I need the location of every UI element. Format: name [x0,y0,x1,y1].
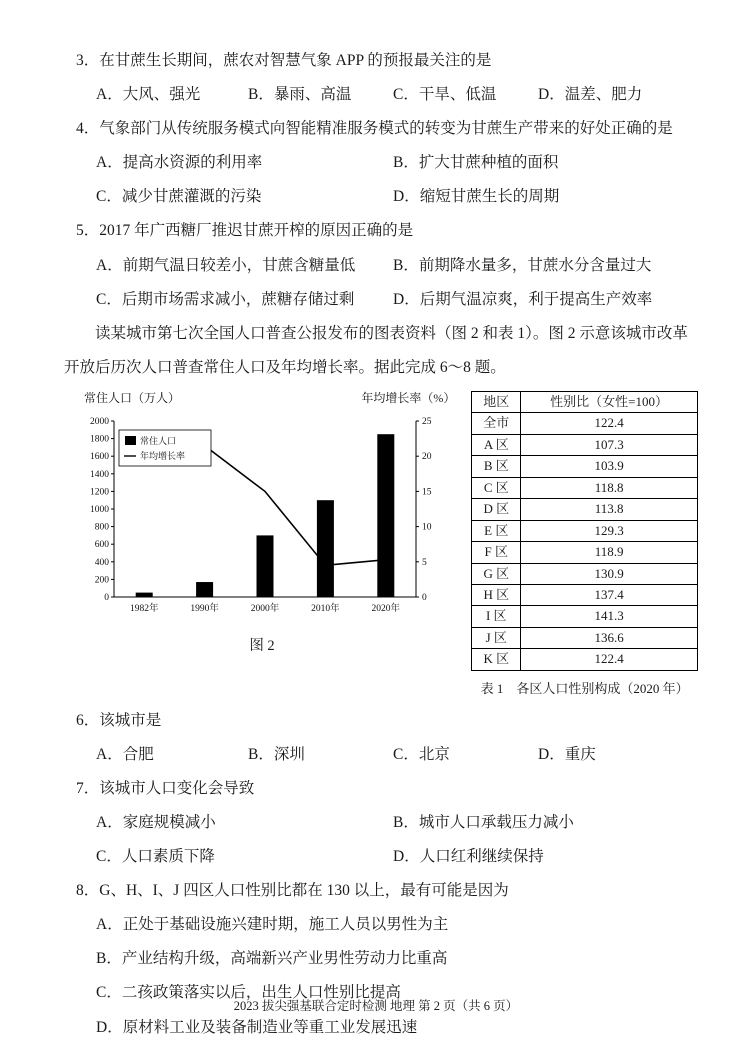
svg-text:0: 0 [422,592,427,603]
page-footer: 2023 拔尖强基联合定时检测 地理 第 2 页（共 6 页） [233,999,519,1013]
question-3-option-B: B．暴雨、高温 [248,86,352,104]
question-3-option-D: D．温差、肥力 [538,86,643,104]
svg-text:1800: 1800 [90,434,109,445]
svg-text:2000年: 2000年 [250,603,280,614]
svg-text:400: 400 [94,557,109,568]
question-4-stem: 4．气象部门从传统服务模式向智能精准服务模式的转变为甘蔗生产带来的好处正确的是 [76,120,673,138]
table-cell-region: B 区 [472,456,521,477]
table-cell-ratio: 113.8 [521,499,698,520]
table-cell-ratio: 118.9 [521,542,698,563]
question-7-option-B: B．城市人口承载压力减小 [393,814,574,831]
table1-block [471,391,698,698]
question-8-options [64,908,698,1044]
figure-row [70,389,698,698]
table-row-2 [472,456,698,477]
table-row-9 [472,606,698,627]
questions-bottom-section [64,704,698,1045]
svg-text:25: 25 [422,416,432,427]
question-3-options [64,78,698,112]
question-3-stem: 3．在甘蔗生长期间，蔗农对智慧气象 APP 的预报最关注的是 [76,52,492,69]
table-header-ratio: 性别比（女性=100） [521,391,698,412]
table-row-11 [472,649,698,670]
question-7-options [64,806,698,874]
table-cell-region: 全市 [472,413,521,434]
question-7-option-D: D．人口红利继续保持 [393,848,544,866]
svg-text:2010年: 2010年 [311,603,340,614]
question-3-option-C: C．干旱、低温 [393,86,497,104]
svg-text:20: 20 [422,451,432,462]
table-row-8 [472,585,698,606]
question-6 [64,704,698,772]
question-7-option-C: C．人口素质下降 [96,848,215,866]
table-cell-ratio: 103.9 [521,456,698,477]
right-axis-title: 年均增长率（%） [361,390,456,405]
passage-paragraph: 读某城市第七次全国人口普查公报发布的图表资料（图 2 和表 1）。图 2 示意该城市改革开放后历次人口普查常住人口及年均增长率。据此完成 6～8 题。 [64,324,688,376]
table-cell-region: H 区 [472,585,521,606]
svg-text:15: 15 [422,486,432,497]
question-6-option-D: D．重庆 [538,745,596,763]
table-cell-region: E 区 [472,520,521,541]
svg-text:1400: 1400 [90,469,109,480]
population-growth-chart [70,409,454,625]
table-cell-ratio: 141.3 [521,606,698,627]
svg-text:1600: 1600 [90,451,109,462]
figure2-chart-block [70,389,457,656]
table-cell-region: J 区 [472,627,521,648]
svg-text:2000: 2000 [90,416,109,427]
question-7-option-A: A．家庭规模减小 [96,814,216,831]
table-cell-ratio: 137.4 [521,585,698,606]
question-4-options [64,146,698,214]
question-4-option-C: C．减少甘蔗灌溉的污染 [96,188,262,206]
question-5-option-D: D．后期气温凉爽，利于提高生产效率 [393,290,653,308]
table-row-4 [472,499,698,520]
left-axis-title: 常住人口（万人） [84,390,181,405]
table-cell-region: A 区 [472,434,521,455]
question-5-option-B: B．前期降水量多，甘蔗水分含量过大 [393,256,652,274]
table-cell-region: K 区 [472,649,521,670]
svg-text:1990年: 1990年 [190,603,219,614]
svg-text:5: 5 [422,557,427,568]
figure2-caption: 图 2 [249,637,275,654]
table-cell-region: F 区 [472,542,521,563]
svg-text:0: 0 [104,592,109,603]
question-4-option-B: B．扩大甘蔗种植的面积 [393,154,559,172]
question-8-option-C: C．二孩政策落实以后，出生人口性别比提高 [96,984,401,1002]
question-8-option-B: B．产业结构升级，高端新兴产业男性劳动力比重高 [96,950,448,968]
question-5-stem: 5．2017 年广西糖厂推迟甘蔗开榨的原因正确的是 [76,222,414,240]
questions-top-section [64,44,698,317]
question-8-option-A: A．正处于基础设施兴建时期，施工人员以男性为主 [96,916,449,934]
table-cell-region: G 区 [472,563,521,584]
question-4 [64,112,698,214]
table-row-10 [472,627,698,648]
question-8-option-D: D．原材料工业及装备制造业等重工业发展迅速 [96,1018,418,1036]
svg-text:600: 600 [94,539,109,550]
question-5-option-A: A．前期气温日较差小，甘蔗含糖量低 [96,256,356,274]
table-cell-ratio: 122.4 [521,413,698,434]
svg-text:800: 800 [94,522,109,533]
svg-text:2020年: 2020年 [371,603,401,614]
table-cell-ratio: 118.8 [521,477,698,498]
table-row-6 [472,542,698,563]
table-cell-ratio: 136.6 [521,627,698,648]
svg-text:10: 10 [422,522,432,533]
question-6-options [64,738,698,772]
question-6-option-B: B．深圳 [248,745,305,763]
question-4-option-D: D．缩短甘蔗生长的周期 [393,188,560,206]
table1-caption: 表 1 各区人口性别构成（2020 年） [480,680,689,696]
svg-text:1200: 1200 [90,486,109,497]
question-6-option-A: A．合肥 [96,745,154,763]
table-cell-region: D 区 [472,499,521,520]
table-header-region: 地区 [472,391,521,412]
table-row-7 [472,563,698,584]
table-cell-ratio: 122.4 [521,649,698,670]
table-cell-ratio: 107.3 [521,434,698,455]
question-8-stem: 8．G、H、I、J 四区人口性别比都在 130 以上，最有可能是因为 [76,882,509,900]
question-7-stem: 7．该城市人口变化会导致 [76,779,255,797]
table-row-1 [472,434,698,455]
question-5-option-C: C．后期市场需求减小，蔗糖存储过剩 [96,290,355,308]
table-header-row [472,391,698,412]
question-8 [64,874,698,1044]
question-6-option-C: C．北京 [393,745,450,763]
sex-ratio-table [471,391,698,671]
question-3 [64,44,698,112]
table-cell-ratio: 130.9 [521,563,698,584]
svg-text:年均增长率: 年均增长率 [140,450,186,461]
question-5 [64,214,698,316]
question-3-option-A: A．大风、强光 [96,86,201,104]
table-cell-region: C 区 [472,477,521,498]
chart-axis-titles [70,389,457,409]
svg-text:1000: 1000 [90,504,109,515]
table-row-5 [472,520,698,541]
question-6-stem: 6．该城市是 [76,711,162,729]
question-4-option-A: A．提高水资源的利用率 [96,154,263,172]
table-row-3 [472,477,698,498]
question-5-options [64,249,698,317]
svg-text:1982年: 1982年 [129,603,159,614]
table-row-0 [472,413,698,434]
svg-text:200: 200 [94,574,109,585]
table-cell-ratio: 129.3 [521,520,698,541]
svg-text:常住人口: 常住人口 [140,435,177,446]
question-7 [64,772,698,874]
table-cell-region: I 区 [472,606,521,627]
